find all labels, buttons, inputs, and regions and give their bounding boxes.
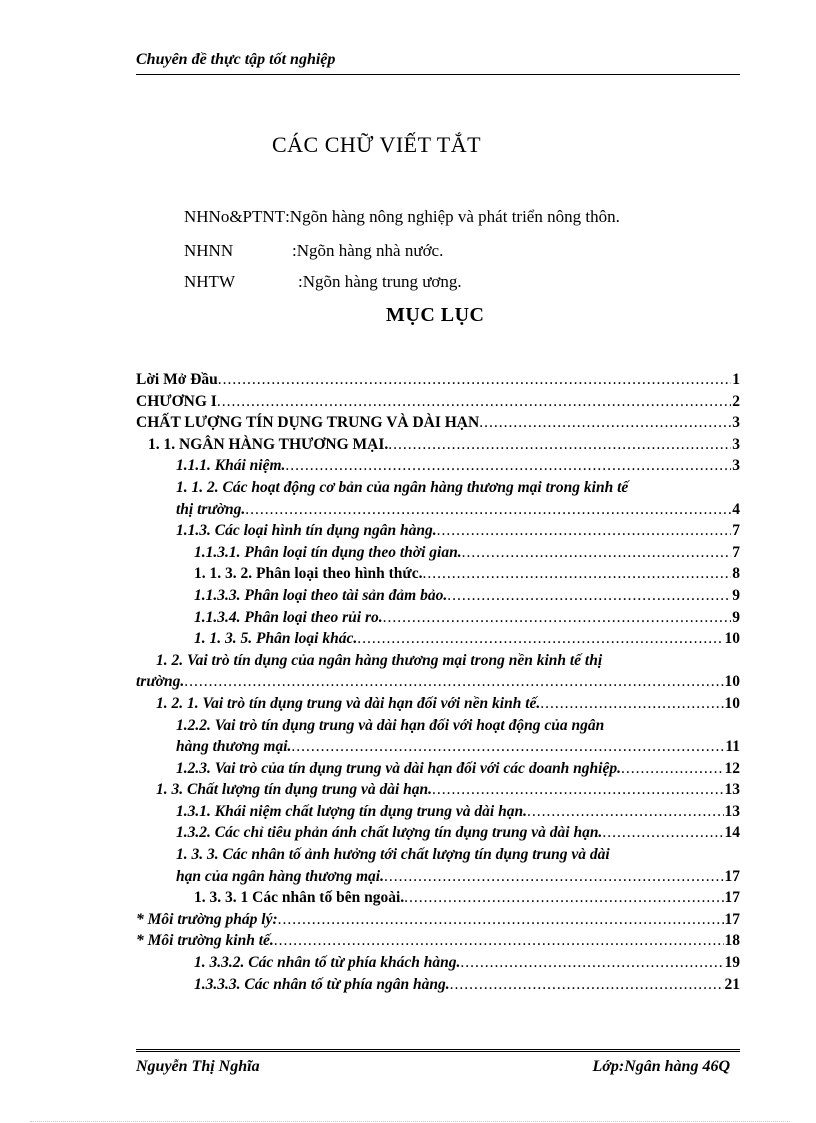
toc-leader [540, 693, 723, 715]
toc-page-number: 13 [724, 802, 740, 820]
toc-entry[interactable] [136, 434, 740, 456]
toc-leader [291, 736, 724, 758]
footer-class: Lớp:Ngân hàng 46Q [592, 1058, 730, 1075]
toc-entry[interactable] [136, 909, 740, 931]
toc-leader [404, 887, 723, 909]
toc-page-number: 10 [724, 673, 740, 691]
toc-page-number: 9 [732, 608, 740, 626]
toc-entry-text: 1. 1. NGÂN HÀNG THƯƠNG MẠI. [148, 435, 389, 453]
toc-leader [432, 779, 723, 801]
toc-page-number: 4 [732, 500, 740, 518]
toc-entry[interactable] [136, 585, 740, 607]
toc-leader [447, 585, 731, 607]
toc-entry-text: CHẤT LƯỢNG TÍN DỤNG TRUNG VÀ DÀI HẠN [136, 414, 480, 432]
toc-entry[interactable] [136, 930, 740, 952]
toc-page-number: 17 [724, 867, 740, 885]
abbreviation-value: Ngõn hàng nhà nước. [296, 241, 444, 260]
abbreviations-title: CÁC CHỮ VIẾT TẮT [272, 132, 482, 157]
toc-page-number: 2 [732, 392, 740, 410]
toc-entry[interactable] [136, 542, 740, 564]
toc-entry-text: 1. 3. Chất lượng tín dụng trung và dài hạn. [156, 781, 433, 799]
toc-entry[interactable] [136, 563, 740, 585]
toc-page-number: 21 [724, 975, 740, 993]
abbreviation-key: NHTW [184, 272, 235, 291]
header-title: Chuyên đề thực tập tốt nghiệp [136, 51, 336, 68]
toc-entry-text: 1. 3. 3. Các nhân tố ảnh hưởng tới chất lượng tín dụng trung và dài [176, 846, 610, 864]
toc-leader [383, 607, 732, 629]
toc-leader [621, 758, 724, 780]
toc-page-number: 17 [724, 889, 740, 907]
toc-leader [217, 391, 731, 413]
toc-entry[interactable] [136, 974, 740, 996]
abbreviation-item [184, 271, 462, 293]
toc-entry-text: 1.3.3.3. Các nhân tố từ phía ngân hàng. [194, 975, 450, 993]
toc-entry[interactable] [136, 887, 740, 909]
toc-leader [460, 952, 723, 974]
abbreviation-separator: : [298, 272, 303, 291]
toc-page-number: 10 [724, 694, 740, 712]
toc-entry[interactable] [136, 391, 740, 413]
toc-entry-text-continued: hàng thương mại. [176, 738, 292, 756]
toc-entry[interactable] [136, 758, 740, 780]
toc-entry[interactable] [136, 693, 740, 715]
toc-page-number: 17 [724, 910, 740, 928]
abbreviation-key: NHNo&PTNT [184, 207, 286, 226]
toc-leader [278, 909, 724, 931]
abbreviation-value: Ngõn hàng nông nghiệp và phát triển nông thôn. [289, 207, 620, 226]
toc-page-number: 13 [724, 781, 740, 799]
toc-entry-text-continued: thị trường. [176, 500, 246, 518]
toc-entry[interactable] [136, 369, 740, 391]
toc-entry-text: 1.3.2. Các chỉ tiêu phản ánh chất lượng tín dụng trung và dài hạn. [176, 824, 603, 842]
toc-entry-text: 1.1.1. Khái niệm. [176, 457, 286, 475]
toc-entry-text-continued: trường. [136, 673, 185, 691]
toc-entry[interactable] [136, 822, 740, 844]
toc-page-number: 7 [732, 543, 740, 561]
toc-entry[interactable] [136, 952, 740, 974]
toc-entry[interactable] [136, 650, 740, 693]
toc-page-number: 14 [724, 824, 740, 842]
toc-title: MỤC LỤC [386, 304, 485, 326]
toc-entry[interactable] [136, 779, 740, 801]
table-of-contents [136, 369, 740, 995]
toc-entry-text: * Môi trường pháp lý: [136, 910, 278, 928]
toc-leader [527, 801, 724, 823]
toc-entry-text: 1.1.3. Các loại hình tín dụng ngân hàng. [176, 522, 437, 540]
abbreviation-separator: : [285, 207, 290, 226]
toc-entry-text: 1.1.3.4. Phân loại theo rủi ro. [194, 608, 383, 626]
toc-entry[interactable] [136, 715, 740, 758]
toc-leader [388, 434, 731, 456]
abbreviation-item [184, 206, 620, 228]
toc-leader [184, 671, 723, 693]
toc-entry-text-continued: hạn của ngân hàng thương mại. [176, 867, 384, 885]
toc-entry-text: 1.2.2. Vai trò tín dụng trung và dài hạn đối với hoạt động của ngân [176, 716, 605, 734]
toc-leader [274, 930, 724, 952]
toc-entry[interactable] [136, 520, 740, 542]
toc-leader [479, 412, 731, 434]
toc-entry[interactable] [136, 455, 740, 477]
toc-entry-text: * Môi trường kinh tế. [136, 932, 274, 950]
page-header [136, 50, 740, 75]
toc-leader [357, 628, 723, 650]
toc-page-number: 19 [724, 954, 740, 972]
toc-leader [450, 974, 724, 996]
toc-entry-text: 1. 1. 3. 2. Phân loại theo hình thức. [194, 565, 423, 583]
toc-entry[interactable] [136, 607, 740, 629]
toc-entry[interactable] [136, 477, 740, 520]
toc-leader [423, 563, 732, 585]
toc-leader [285, 455, 731, 477]
page-edge-divider [30, 1121, 790, 1122]
toc-entry-text: CHƯƠNG I [136, 392, 217, 410]
abbreviation-key: NHNN [184, 241, 234, 260]
toc-entry-text: 1.1.3.1. Phân loại tín dụng theo thời gian. [194, 543, 462, 561]
toc-entry-text: 1. 1. 2. Các hoạt động cơ bản của ngân hàng thương mại trong kinh tế [176, 478, 629, 496]
toc-entry[interactable] [136, 801, 740, 823]
toc-entry-text: 1. 3. 3. 1 Các nhân tố bên ngoài. [194, 889, 405, 907]
toc-leader [602, 822, 723, 844]
toc-page-number: 3 [732, 414, 740, 432]
toc-entry[interactable] [136, 844, 740, 887]
abbreviation-item [184, 240, 443, 262]
toc-leader [384, 866, 724, 888]
abbreviation-value: Ngõn hàng trung ương. [302, 272, 462, 291]
toc-leader [218, 369, 731, 391]
toc-page-number: 18 [724, 932, 740, 950]
toc-entry-text: 1. 2. 1. Vai trò tín dụng trung và dài hạn đối với nền kinh tế. [156, 694, 541, 712]
toc-page-number: 8 [732, 565, 740, 583]
toc-entry-text: 1. 3.3.2. Các nhân tố từ phía khách hàng. [194, 954, 461, 972]
abbreviation-separator: : [292, 241, 297, 260]
toc-page-number: 9 [732, 586, 740, 604]
toc-entry-text: Lời Mở Đầu [136, 371, 218, 388]
toc-leader [437, 520, 732, 542]
toc-entry[interactable] [136, 628, 740, 650]
toc-page-number: 1 [732, 371, 740, 388]
toc-page-number: 11 [725, 738, 740, 756]
toc-page-number: 3 [732, 457, 740, 475]
toc-page-number: 7 [732, 522, 740, 540]
toc-leader [245, 499, 731, 521]
toc-entry[interactable] [136, 412, 740, 434]
toc-page-number: 12 [724, 759, 740, 777]
toc-entry-text: 1. 1. 3. 5. Phân loại khác. [194, 630, 358, 648]
toc-entry-text: 1.3.1. Khái niệm chất lượng tín dụng trung và dài hạn. [176, 802, 527, 820]
footer-author: Nguyễn Thị Nghĩa [136, 1058, 260, 1075]
toc-page-number: 10 [724, 630, 740, 648]
toc-entry-text: 1. 2. Vai trò tín dụng của ngân hàng thương mại trong nền kinh tế thị [156, 651, 603, 669]
page-footer [136, 1049, 740, 1082]
toc-leader [462, 542, 732, 564]
toc-page-number: 3 [732, 435, 740, 453]
toc-entry-text: 1.2.3. Vai trò của tín dụng trung và dài hạn đối với các doanh nghiệp. [176, 759, 621, 777]
toc-entry-text: 1.1.3.3. Phân loại theo tài sản đảm bảo. [194, 586, 448, 604]
